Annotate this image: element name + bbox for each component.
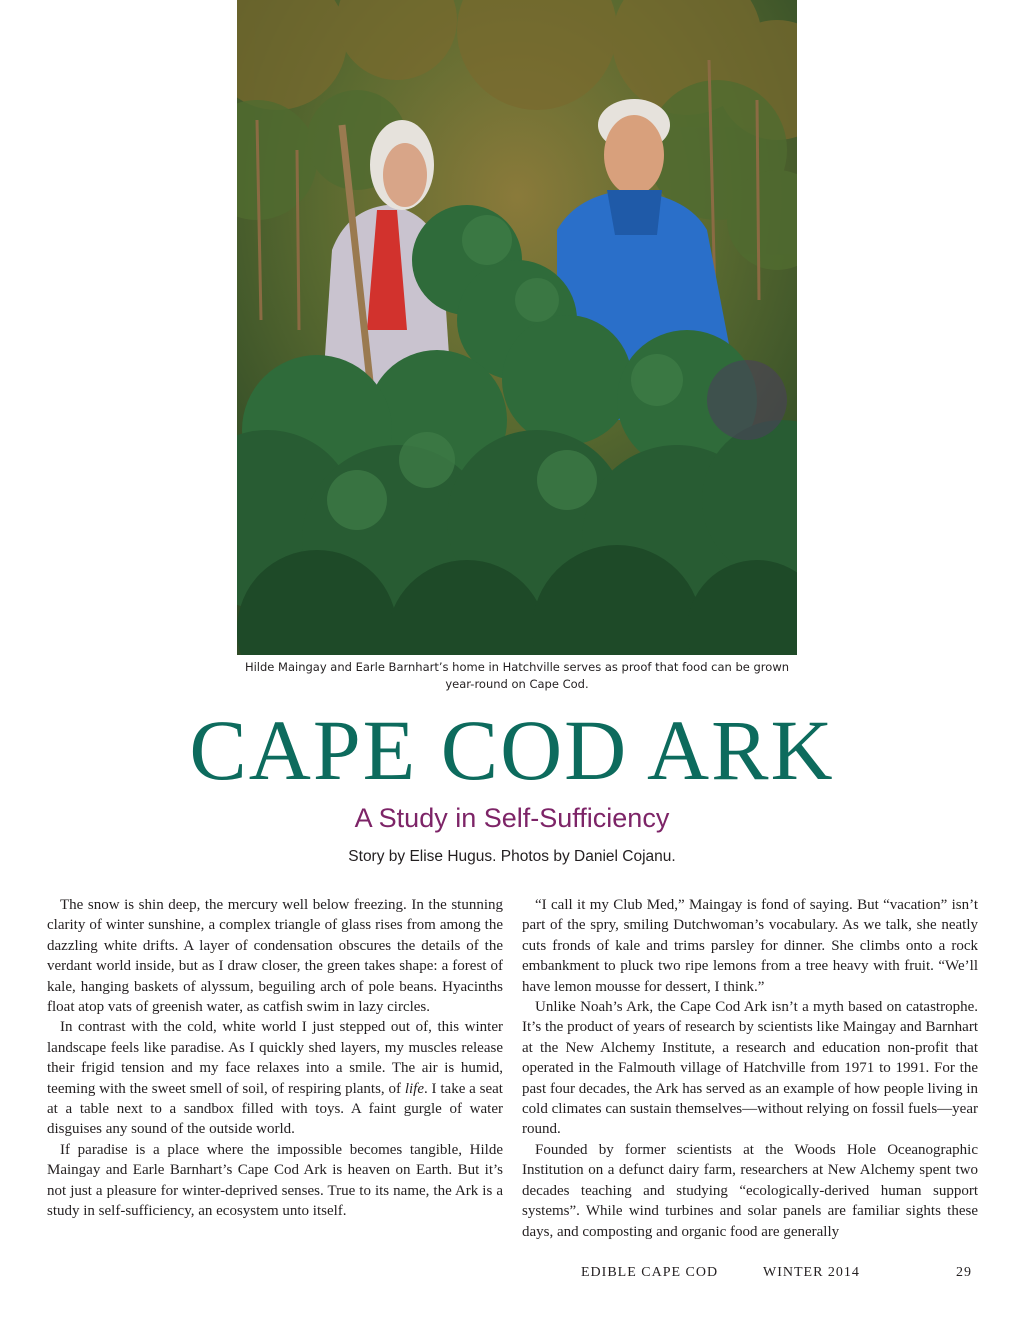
paragraph: Founded by former scientists at the Woods Hole Oceanographic Institution on a defunct dairy farm, researchers at New Alchemy spent two decades teaching and studying “ecologically-derived human support systems”. While wind turbines and solar panels are familiar sights these days, and composting and organic food are generally (522, 1141, 978, 1240)
page-number: 29 (956, 1265, 972, 1280)
footer-publication: EDIBLE CAPE COD (581, 1265, 719, 1280)
garden-photo-illustration (237, 0, 797, 655)
footer-issue: WINTER 2014 (763, 1265, 860, 1280)
paragraph: The snow is shin deep, the mercury well below freezing. In the stunning clarity of winter sunshine, a complex triangle of glass rises from among the dazzling white drifts. A layer of condensation obscures the details of the verdant world inside, but as I draw closer, the green takes shape: a forest of kale, hanging baskets of alyssum, beguiling arch of pole beans. Hyacinths float atop vats of greenish water, as catfish swim in lazy circles. (47, 897, 503, 1016)
caption-line-1: Hilde Maingay and Earle Barnhart’s home in Hatchville serves as proof that food can be grown (244, 660, 790, 674)
article-byline: Story by Elise Hugus. Photos by Daniel Cojanu. (348, 848, 676, 865)
paragraph: If paradise is a place where the impossible becomes tangible, Hilde Maingay and Earle Barnhart’s Cape Cod Ark is heaven on Earth. But it’s not just a pleasure for winter-deprived senses. True to its name, the Ark is a study in self-sufficiency, an ecosystem unto itself. (47, 1141, 503, 1220)
paragraph: Unlike Noah’s Ark, the Cape Cod Ark isn’t a myth based on catastrophe. It’s the product of years of research by scientists like Maingay and Barnhart at the New Alchemy Institute, a research and education non-profit that operated in the Falmouth village of Hatchville from 1971 to 1991. For the past four decades, the Ark has served as an example of how people living in cold climates can sustain themselves—without relying on fossil fuels—year round. (522, 999, 978, 1138)
body-column-left (47, 895, 503, 1222)
article-subtitle: A Study in Self-Sufficiency (354, 803, 670, 833)
caption-line-2: year-round on Cape Cod. (445, 677, 589, 691)
paragraph: In contrast with the cold, white world I just stepped out of, this winter landscape feels like paradise. As I quickly shed layers, my muscles release their frigid tension and my face relaxes into a smile. The air is humid, teeming with the sweet smell of soil, of respiring plants, of life. I take a seat at a table next to a sandbox filled with toys. A faint gurgle of water disguises any sound of the outside world. (47, 1019, 503, 1138)
photo-caption (237, 659, 797, 693)
emphasis: life (404, 1080, 424, 1097)
body-column-right (522, 895, 978, 1242)
article-title: CAPE COD ARK (189, 702, 835, 798)
garden-photo (237, 0, 797, 655)
page-footer (0, 1265, 1024, 1285)
paragraph: “I call it my Club Med,” Maingay is fond of saying. But “vacation” isn’t part of the spry, smiling Dutchwoman’s vocabulary. As we talk, she neatly cuts fronds of kale and trims parsley for dinner. She climbs onto a rock embankment to pluck two ripe lemons from a tree heavy with fruit. “We’ll have lemon mousse for dessert, I think.” (522, 897, 978, 995)
